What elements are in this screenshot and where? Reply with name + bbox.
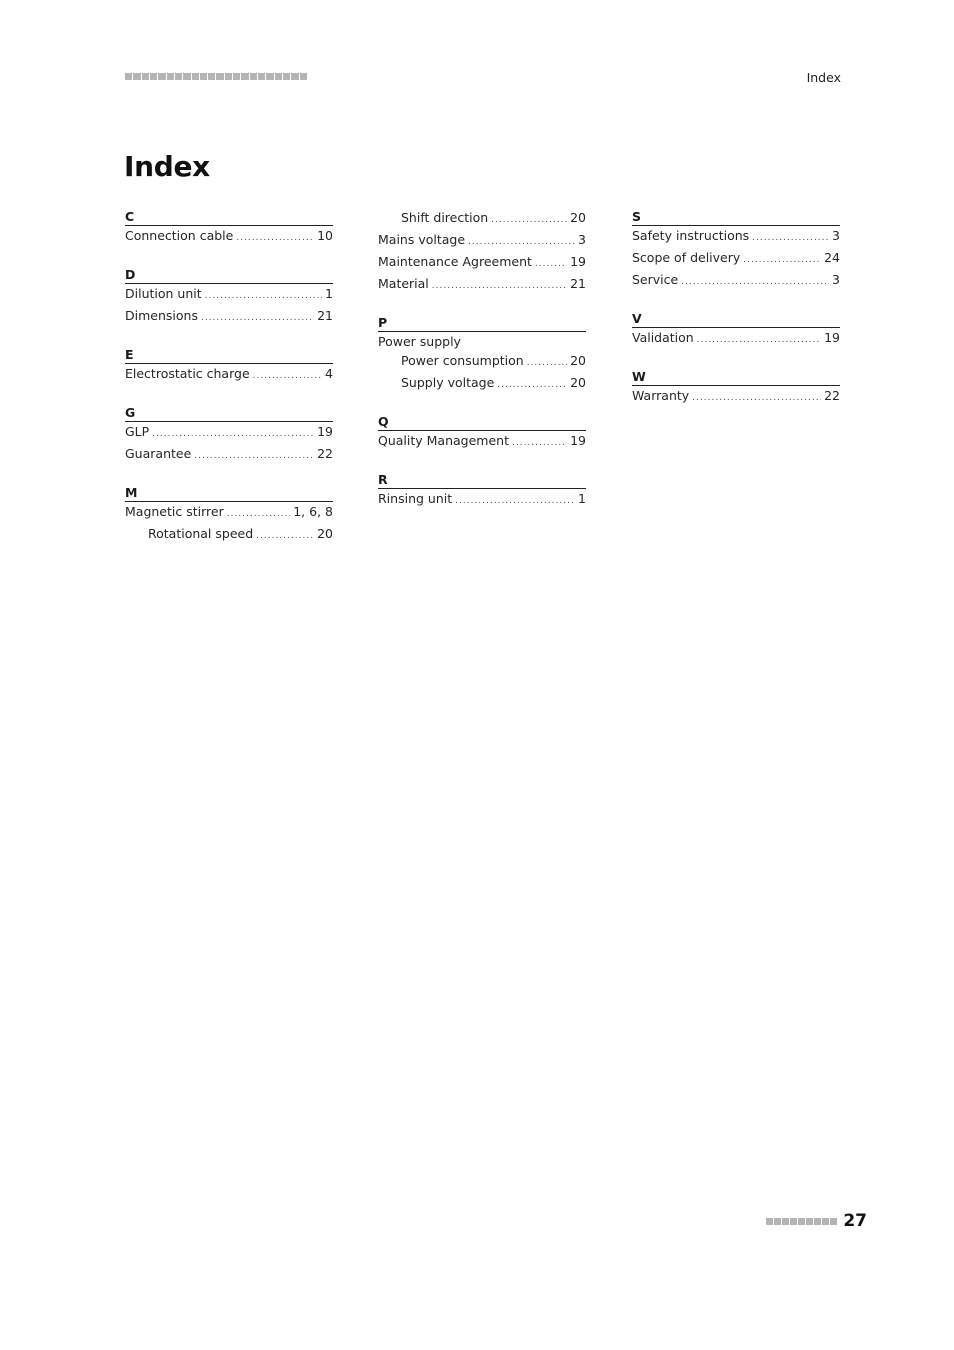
index-entry	[632, 386, 840, 408]
dot-leader	[681, 273, 829, 292]
index-group	[378, 314, 586, 395]
index-column-3	[632, 208, 840, 426]
index-page-ref[interactable]: 1, 6, 8	[293, 504, 333, 519]
index-column-1	[125, 208, 333, 564]
index-page-ref[interactable]: 19	[570, 433, 586, 448]
index-page-ref[interactable]: 4	[325, 366, 333, 381]
index-letter-heading: S	[632, 208, 840, 226]
index-entry	[378, 373, 586, 395]
dot-leader	[535, 255, 567, 274]
index-group	[632, 310, 840, 350]
page-title: Index	[124, 150, 210, 183]
index-letter-heading: M	[125, 484, 333, 502]
index-letter-heading: E	[125, 346, 333, 364]
dot-leader	[256, 527, 314, 546]
dot-leader	[743, 251, 821, 270]
dot-leader	[491, 211, 567, 230]
index-entry	[125, 524, 333, 546]
index-term: Quality Management	[378, 433, 509, 448]
index-entry	[378, 431, 586, 453]
index-entry	[125, 422, 333, 444]
index-term: Magnetic stirrer	[125, 504, 224, 519]
index-letter-heading: V	[632, 310, 840, 328]
index-group	[125, 266, 333, 328]
index-term: Guarantee	[125, 446, 192, 461]
index-entry	[125, 502, 333, 524]
index-term: GLP	[125, 424, 150, 439]
index-group	[125, 346, 333, 386]
index-page-ref[interactable]: 10	[317, 228, 333, 243]
index-entry	[125, 444, 333, 466]
index-page-ref[interactable]: 20	[570, 353, 586, 368]
index-letter-heading: G	[125, 404, 333, 422]
index-term: Power supply	[378, 334, 461, 349]
index-entry	[632, 328, 840, 350]
index-letter-heading: C	[125, 208, 333, 226]
index-term: Shift direction	[401, 210, 489, 225]
index-entry	[378, 274, 586, 296]
dot-leader	[236, 229, 314, 248]
index-entry	[378, 208, 586, 230]
index-entry	[378, 332, 586, 351]
index-page-ref[interactable]: 22	[824, 388, 840, 403]
dot-leader	[752, 229, 829, 248]
page-footer	[766, 1211, 867, 1231]
index-term: Power consumption	[401, 353, 524, 368]
index-entry	[125, 306, 333, 328]
dot-leader	[201, 309, 314, 328]
index-entry	[378, 252, 586, 274]
dot-leader	[692, 389, 821, 408]
index-page-ref[interactable]: 21	[317, 308, 333, 323]
dot-leader	[227, 505, 291, 524]
index-letter-heading: P	[378, 314, 586, 332]
running-title: Index	[806, 70, 841, 85]
index-entry	[378, 230, 586, 252]
index-term: Rinsing unit	[378, 491, 453, 506]
dot-leader	[697, 331, 821, 350]
index-page-ref[interactable]: 20	[317, 526, 333, 541]
index-entry	[632, 270, 840, 292]
dot-leader	[194, 447, 314, 466]
dot-leader	[497, 376, 567, 395]
page-number: 27	[843, 1211, 867, 1231]
dot-leader	[512, 434, 567, 453]
index-entry	[125, 284, 333, 306]
index-letter-heading: D	[125, 266, 333, 284]
index-group	[378, 471, 586, 511]
index-page-ref[interactable]: 1	[325, 286, 333, 301]
index-page-ref[interactable]: 1	[578, 491, 586, 506]
header-decoration	[125, 73, 307, 80]
index-group	[125, 208, 333, 248]
index-entry	[632, 226, 840, 248]
index-page-ref[interactable]: 19	[317, 424, 333, 439]
index-page-ref[interactable]: 22	[317, 446, 333, 461]
index-entry	[378, 489, 586, 511]
dot-leader	[253, 367, 322, 386]
index-term: Electrostatic charge	[125, 366, 250, 381]
index-term: Connection cable	[125, 228, 234, 243]
index-page-ref[interactable]: 20	[570, 210, 586, 225]
index-term: Material	[378, 276, 429, 291]
index-letter-heading: Q	[378, 413, 586, 431]
dot-leader	[432, 277, 567, 296]
index-term: Warranty	[632, 388, 690, 403]
index-term: Scope of delivery	[632, 250, 741, 265]
index-group	[632, 368, 840, 408]
index-term: Safety instructions	[632, 228, 750, 243]
index-page-ref[interactable]: 21	[570, 276, 586, 291]
index-term: Maintenance Agreement	[378, 254, 532, 269]
index-entry	[125, 364, 333, 386]
index-term: Service	[632, 272, 679, 287]
dot-leader	[527, 354, 567, 373]
index-page-ref[interactable]: 3	[578, 232, 586, 247]
index-term: Dimensions	[125, 308, 198, 323]
dot-leader	[205, 287, 322, 306]
footer-decoration	[766, 1218, 837, 1225]
index-term: Dilution unit	[125, 286, 202, 301]
index-group	[125, 404, 333, 466]
index-page-ref[interactable]: 19	[570, 254, 586, 269]
dot-leader	[152, 425, 314, 444]
index-entry	[632, 248, 840, 270]
index-term: Supply voltage	[401, 375, 495, 390]
index-group	[378, 413, 586, 453]
index-page-ref[interactable]: 3	[832, 228, 840, 243]
index-term: Rotational speed	[148, 526, 254, 541]
index-letter-heading: W	[632, 368, 840, 386]
index-letter-heading: R	[378, 471, 586, 489]
index-entry	[378, 351, 586, 373]
index-group	[125, 484, 333, 546]
index-term: Validation	[632, 330, 694, 345]
index-page-ref[interactable]: 3	[832, 272, 840, 287]
index-page-ref[interactable]: 20	[570, 375, 586, 390]
index-group	[378, 208, 586, 296]
index-column-2	[378, 208, 586, 529]
index-term: Mains voltage	[378, 232, 466, 247]
index-page-ref[interactable]: 24	[824, 250, 840, 265]
index-page-ref[interactable]: 19	[824, 330, 840, 345]
dot-leader	[468, 233, 575, 252]
dot-leader	[455, 492, 575, 511]
index-entry	[125, 226, 333, 248]
index-group	[632, 208, 840, 292]
